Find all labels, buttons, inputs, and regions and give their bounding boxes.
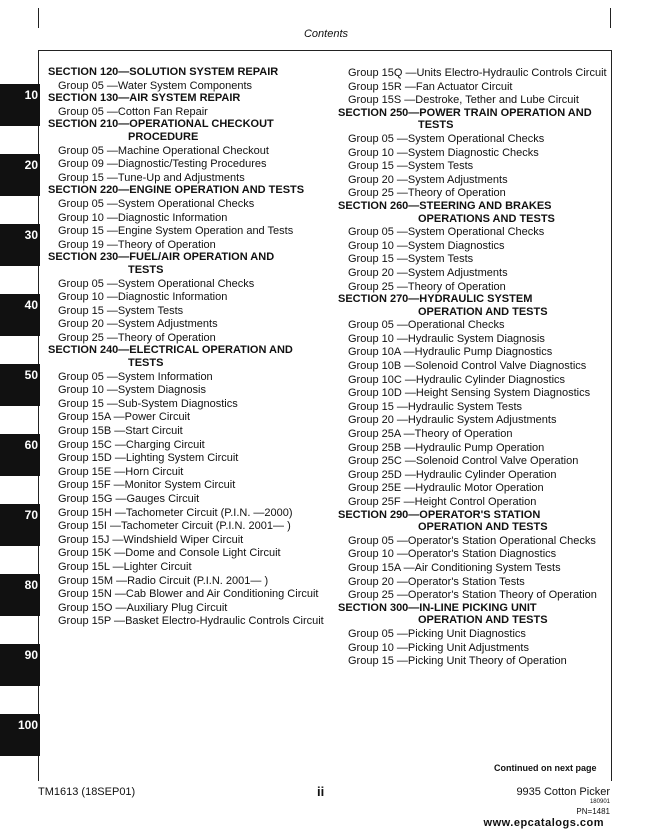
group-title: System Adjustments xyxy=(407,266,508,279)
group-title: Lighting System Circuit xyxy=(125,452,239,465)
toc-section xyxy=(48,92,328,118)
group-entry[interactable] xyxy=(48,158,328,171)
group-title: Operator's Station Operational Checks xyxy=(407,534,596,547)
group-entry[interactable] xyxy=(48,145,328,158)
group-entry[interactable] xyxy=(338,267,608,280)
section-title: SECTION 250—POWER TRAIN OPERATION AND xyxy=(338,106,592,119)
toc-section xyxy=(338,602,608,668)
group-title: System Operational Checks xyxy=(117,197,255,210)
top-rule-left xyxy=(38,8,39,28)
group-number: Group 15B — xyxy=(58,425,126,438)
group-entry[interactable] xyxy=(338,133,608,146)
group-entry[interactable] xyxy=(338,94,608,107)
group-title: Operator's Station Tests xyxy=(407,575,525,588)
group-number: Group 05 — xyxy=(58,144,118,157)
section-tab[interactable] xyxy=(0,364,40,406)
group-entry[interactable] xyxy=(48,493,328,506)
section-tab-label: 20 xyxy=(24,158,38,172)
group-title: System Tests xyxy=(407,160,474,173)
group-number: Group 15O — xyxy=(58,601,127,614)
group-entry[interactable] xyxy=(338,226,608,239)
section-heading[interactable] xyxy=(48,184,328,197)
group-number: Group 20 — xyxy=(348,266,408,279)
section-heading[interactable] xyxy=(48,344,328,369)
footer-date-code: 180901 xyxy=(589,799,610,805)
toc-section xyxy=(48,251,328,344)
group-entry[interactable] xyxy=(48,439,328,452)
group-entry[interactable] xyxy=(338,67,608,80)
group-entry[interactable] xyxy=(48,384,328,397)
group-entry[interactable] xyxy=(48,520,328,533)
section-tab[interactable] xyxy=(0,574,40,616)
group-number: Group 05 — xyxy=(348,226,408,239)
group-number: Group 10 — xyxy=(348,332,408,345)
toc-section xyxy=(48,66,328,92)
group-entry[interactable] xyxy=(48,588,328,601)
group-number: Group 15 — xyxy=(348,655,408,668)
group-title: Height Control Operation xyxy=(414,496,537,508)
group-entry[interactable] xyxy=(338,253,608,266)
group-number: Group 10B — xyxy=(348,360,416,373)
group-title: System Diagnosis xyxy=(117,384,206,397)
group-number: Group 05 — xyxy=(58,79,118,92)
group-title: Operator's Station Theory of Operation xyxy=(407,589,597,602)
group-number: Group 05 — xyxy=(348,534,408,547)
group-title: System Adjustments xyxy=(407,173,508,186)
section-subtitle: TESTS xyxy=(418,119,454,132)
section-title: SECTION 210—OPERATIONAL CHECKOUT xyxy=(48,118,274,131)
group-number: Group 15H — xyxy=(58,506,126,519)
group-title: Water System Components xyxy=(117,79,253,92)
section-subtitle: TESTS xyxy=(128,263,164,276)
group-number: Group 10 — xyxy=(348,548,408,561)
group-entry[interactable] xyxy=(338,346,608,359)
group-entry[interactable] xyxy=(338,589,608,602)
group-number: Group 15A — xyxy=(58,411,125,424)
group-number: Group 25C — xyxy=(348,455,416,468)
group-title: Cab Blower and Air Conditioning Circuit xyxy=(125,588,319,601)
group-number: Group 15 — xyxy=(348,160,408,173)
group-entry[interactable] xyxy=(338,174,608,187)
group-number: Group 10 — xyxy=(58,291,118,304)
group-title: Basket Electro-Hydraulic Controls Circuit xyxy=(125,615,324,628)
group-entry[interactable] xyxy=(338,360,608,373)
group-title: Radio Circuit (P.I.N. 2001— ) xyxy=(127,574,269,587)
group-number: Group 05 — xyxy=(58,197,118,210)
group-title: System Tests xyxy=(407,253,474,266)
group-entry[interactable] xyxy=(48,561,328,574)
group-entry[interactable] xyxy=(48,615,328,628)
group-entry[interactable] xyxy=(338,548,608,561)
section-title: SECTION 260—STEERING AND BRAKES xyxy=(338,199,552,212)
footer-pn-code: PN=1481 xyxy=(576,807,610,816)
group-entry[interactable] xyxy=(48,507,328,520)
page-header: Contents xyxy=(303,28,349,40)
group-entry[interactable] xyxy=(338,81,608,94)
group-entry[interactable] xyxy=(338,655,608,668)
group-number: Group 20 — xyxy=(348,575,408,588)
section-tab-label: 30 xyxy=(24,228,38,242)
group-title: Solenoid Control Valve Operation xyxy=(415,455,579,468)
group-number: Group 15 — xyxy=(348,253,408,266)
section-tab-label: 60 xyxy=(24,438,38,452)
section-tab-label: 50 xyxy=(24,368,38,382)
footer-manual-id: TM1613 (18SEP01) xyxy=(38,786,136,798)
group-entry[interactable] xyxy=(338,535,608,548)
group-number: Group 15E — xyxy=(58,465,126,478)
section-title: SECTION 300—IN-LINE PICKING UNIT xyxy=(338,601,537,614)
section-tab-label: 80 xyxy=(24,578,38,592)
section-title: SECTION 240—ELECTRICAL OPERATION AND xyxy=(48,344,293,357)
group-number: Group 15A — xyxy=(348,561,415,574)
section-title: SECTION 290—OPERATOR'S STATION xyxy=(338,508,541,521)
group-number: Group 05 — xyxy=(58,277,118,290)
group-title: Picking Unit Theory of Operation xyxy=(407,655,567,668)
group-number: Group 15K — xyxy=(58,547,126,560)
group-title: Machine Operational Checkout xyxy=(117,144,269,157)
group-entry[interactable] xyxy=(338,496,608,509)
group-title: Lighter Circuit xyxy=(123,560,192,573)
group-title: Auxiliary Plug Circuit xyxy=(126,601,228,614)
section-tab[interactable] xyxy=(0,84,40,126)
section-tab-label: 10 xyxy=(24,88,38,102)
toc-section xyxy=(48,344,328,627)
group-number: Group 10 — xyxy=(348,146,408,159)
group-number: Group 15 — xyxy=(58,171,118,184)
group-entry[interactable] xyxy=(48,278,328,291)
section-subtitle: OPERATIONS AND TESTS xyxy=(418,212,555,225)
group-entry[interactable] xyxy=(338,442,608,455)
group-entry[interactable] xyxy=(338,469,608,482)
section-tab[interactable] xyxy=(0,154,40,196)
group-title: System Operational Checks xyxy=(117,277,255,290)
watermark: www.epcatalogs.com xyxy=(483,817,604,829)
group-entry[interactable] xyxy=(338,374,608,387)
group-title: Diagnostic Information xyxy=(117,291,228,304)
group-title: Hydraulic Cylinder Operation xyxy=(415,468,557,481)
group-number: Group 15G — xyxy=(58,493,127,505)
group-number: Group 25 — xyxy=(58,331,118,344)
group-title: Height Sensing System Diagnostics xyxy=(415,387,591,400)
toc-section xyxy=(338,200,608,293)
top-rule-right xyxy=(610,8,611,28)
group-title: Operator's Station Diagnostics xyxy=(407,548,557,561)
group-number: Group 15N — xyxy=(58,588,126,601)
group-number: Group 15R — xyxy=(348,80,416,93)
group-entry[interactable] xyxy=(48,318,328,331)
group-number: Group 05 — xyxy=(348,319,408,332)
toc-section xyxy=(338,67,608,107)
group-entry[interactable] xyxy=(338,428,608,441)
group-entry[interactable] xyxy=(338,414,608,427)
group-number: Group 09 — xyxy=(58,158,118,171)
section-heading[interactable] xyxy=(48,66,328,79)
group-number: Group 15S — xyxy=(348,94,416,107)
group-entry[interactable] xyxy=(48,452,328,465)
section-tab[interactable] xyxy=(0,224,40,266)
section-subtitle: OPERATION AND TESTS xyxy=(418,521,548,534)
group-number: Group 25B — xyxy=(348,441,416,454)
group-title: Theory of Operation xyxy=(407,280,506,293)
section-tab[interactable] xyxy=(0,294,40,336)
section-tab-label: 70 xyxy=(24,508,38,522)
group-entry[interactable] xyxy=(48,479,328,492)
group-title: Diagnostic/Testing Procedures xyxy=(117,158,267,171)
group-entry[interactable] xyxy=(338,319,608,332)
group-number: Group 19 — xyxy=(58,238,118,251)
group-title: Engine System Operation and Tests xyxy=(117,225,294,238)
group-title: System Operational Checks xyxy=(407,226,545,239)
group-entry[interactable] xyxy=(338,642,608,655)
group-entry[interactable] xyxy=(338,576,608,589)
group-number: Group 25 — xyxy=(348,187,408,200)
group-entry[interactable] xyxy=(48,411,328,424)
left-column xyxy=(48,66,328,628)
group-entry[interactable] xyxy=(48,602,328,615)
group-title: Hydraulic System Diagnosis xyxy=(407,332,545,345)
group-number: Group 25F — xyxy=(348,496,415,508)
group-number: Group 15M — xyxy=(58,574,128,587)
group-title: Hydraulic System Adjustments xyxy=(407,414,557,427)
group-title: System Tests xyxy=(117,304,184,317)
toc-section xyxy=(48,118,328,184)
group-number: Group 25A — xyxy=(348,428,415,441)
group-entry[interactable] xyxy=(48,398,328,411)
group-entry[interactable] xyxy=(48,239,328,252)
section-tab[interactable] xyxy=(0,644,40,686)
section-heading[interactable] xyxy=(338,293,608,318)
group-entry[interactable] xyxy=(48,425,328,438)
group-title: Hydraulic Pump Diagnostics xyxy=(414,346,553,359)
group-title: Air Conditioning System Tests xyxy=(414,561,561,574)
group-title: Picking Unit Diagnostics xyxy=(407,627,526,640)
group-title: Hydraulic Motor Operation xyxy=(415,482,544,495)
group-entry[interactable] xyxy=(48,225,328,238)
group-number: Group 05 — xyxy=(58,105,118,118)
group-title: Tune-Up and Adjustments xyxy=(117,171,245,184)
group-entry[interactable] xyxy=(48,371,328,384)
group-entry[interactable] xyxy=(338,187,608,200)
group-number: Group 10C — xyxy=(348,373,416,386)
group-title: Picking Unit Adjustments xyxy=(407,641,529,654)
group-entry[interactable] xyxy=(338,240,608,253)
section-heading[interactable] xyxy=(338,509,608,534)
group-number: Group 15F — xyxy=(58,479,125,492)
group-entry[interactable] xyxy=(338,482,608,495)
group-title: Hydraulic System Tests xyxy=(407,400,523,413)
group-title: System Diagnostic Checks xyxy=(407,146,539,159)
continued-note: Continued on next page xyxy=(494,763,597,773)
group-number: Group 25 — xyxy=(348,589,408,602)
group-title: Hydraulic Pump Operation xyxy=(415,441,545,454)
section-heading[interactable] xyxy=(48,118,328,143)
group-number: Group 15Q — xyxy=(348,67,417,79)
right-column xyxy=(338,66,608,668)
group-title: Sub-System Diagnostics xyxy=(117,397,238,410)
section-heading[interactable] xyxy=(48,251,328,276)
toc-section xyxy=(338,509,608,602)
section-tab[interactable] xyxy=(0,504,40,546)
section-tab-label: 40 xyxy=(24,298,38,312)
group-title: Diagnostic Information xyxy=(117,211,228,224)
group-entry[interactable] xyxy=(48,198,328,211)
group-entry[interactable] xyxy=(48,80,328,93)
section-tab[interactable] xyxy=(0,434,40,476)
footer-model: 9935 Cotton Picker xyxy=(516,786,610,798)
group-entry[interactable] xyxy=(48,291,328,304)
group-title: Horn Circuit xyxy=(125,465,184,478)
group-title: System Diagnostics xyxy=(407,239,505,252)
section-heading[interactable] xyxy=(338,107,608,132)
group-number: Group 10 — xyxy=(348,239,408,252)
section-title: SECTION 220—ENGINE OPERATION AND TESTS xyxy=(48,184,305,197)
group-title: Gauges Circuit xyxy=(126,493,200,505)
group-entry[interactable] xyxy=(338,160,608,173)
group-number: Group 15P — xyxy=(58,615,126,628)
section-subtitle: OPERATION AND TESTS xyxy=(418,614,548,627)
toc-section xyxy=(338,107,608,200)
group-entry[interactable] xyxy=(48,305,328,318)
group-title: System Operational Checks xyxy=(407,132,545,145)
section-tab-label: 90 xyxy=(24,648,38,662)
section-tab[interactable] xyxy=(0,714,40,756)
section-tab-label: 100 xyxy=(17,718,38,732)
group-number: Group 15L — xyxy=(58,560,124,573)
group-title: Tachometer Circuit (P.I.N. —2000) xyxy=(125,506,293,519)
group-number: Group 15 — xyxy=(58,397,118,410)
group-number: Group 10 — xyxy=(348,641,408,654)
group-title: Solenoid Control Valve Diagnostics xyxy=(415,360,587,373)
group-number: Group 10 — xyxy=(58,211,118,224)
group-number: Group 25D — xyxy=(348,468,416,481)
group-number: Group 15 — xyxy=(58,225,118,238)
group-entry[interactable] xyxy=(338,281,608,294)
section-title: SECTION 270—HYDRAULIC SYSTEM xyxy=(338,293,533,306)
group-title: System Information xyxy=(117,370,213,383)
group-title: Hydraulic Cylinder Diagnostics xyxy=(415,373,566,386)
group-number: Group 15I — xyxy=(58,520,121,533)
section-subtitle: TESTS xyxy=(128,357,164,370)
group-number: Group 20 — xyxy=(348,173,408,186)
section-subtitle: OPERATION AND TESTS xyxy=(418,305,548,318)
footer-page-number: ii xyxy=(317,784,325,799)
group-title: System Adjustments xyxy=(117,318,218,331)
group-number: Group 25 — xyxy=(348,280,408,293)
group-entry[interactable] xyxy=(338,147,608,160)
section-heading[interactable] xyxy=(338,602,608,627)
group-number: Group 15D — xyxy=(58,452,126,465)
group-title: Operational Checks xyxy=(407,319,505,332)
section-heading[interactable] xyxy=(48,92,328,105)
group-title: Fan Actuator Circuit xyxy=(415,80,513,93)
group-title: Windshield Wiper Circuit xyxy=(123,533,244,546)
group-number: Group 05 — xyxy=(348,627,408,640)
group-entry[interactable] xyxy=(48,575,328,588)
section-title: SECTION 120—SOLUTION SYSTEM REPAIR xyxy=(48,66,279,78)
group-number: Group 25E — xyxy=(348,482,416,495)
section-heading[interactable] xyxy=(338,200,608,225)
group-number: Group 20 — xyxy=(348,414,408,427)
group-title: Theory of Operation xyxy=(117,238,216,251)
group-title: Destroke, Tether and Lube Circuit xyxy=(415,94,579,107)
group-title: Dome and Console Light Circuit xyxy=(125,547,281,560)
group-title: Cotton Fan Repair xyxy=(117,105,208,118)
group-title: Theory of Operation xyxy=(117,331,216,344)
toc-section xyxy=(48,184,328,251)
group-entry[interactable] xyxy=(338,401,608,414)
group-title: Theory of Operation xyxy=(407,187,506,200)
group-entry[interactable] xyxy=(48,332,328,345)
group-number: Group 20 — xyxy=(58,318,118,331)
group-number: Group 10A — xyxy=(348,346,415,359)
group-number: Group 05 — xyxy=(348,132,408,145)
group-title: Power Circuit xyxy=(124,411,191,424)
group-entry[interactable] xyxy=(48,466,328,479)
group-entry[interactable] xyxy=(338,333,608,346)
group-title: Start Circuit xyxy=(125,425,183,438)
group-number: Group 15 — xyxy=(348,400,408,413)
group-entry[interactable] xyxy=(48,106,328,119)
group-number: Group 10 — xyxy=(58,384,118,397)
group-entry[interactable] xyxy=(338,628,608,641)
group-title: Theory of Operation xyxy=(414,428,513,441)
group-title: Tachometer Circuit (P.I.N. 2001— ) xyxy=(120,520,291,533)
group-entry[interactable] xyxy=(48,212,328,225)
section-subtitle: PROCEDURE xyxy=(128,130,199,143)
group-entry[interactable] xyxy=(48,547,328,560)
section-title: SECTION 230—FUEL/AIR OPERATION AND xyxy=(48,251,275,264)
toc-section xyxy=(338,293,608,509)
group-title: Monitor System Circuit xyxy=(124,479,236,492)
group-title: Units Electro-Hydraulic Controls Circuit xyxy=(416,67,607,79)
group-entry[interactable] xyxy=(48,534,328,547)
group-number: Group 15J — xyxy=(58,533,124,546)
group-entry[interactable] xyxy=(338,455,608,468)
group-entry[interactable] xyxy=(338,387,608,400)
section-title: SECTION 130—AIR SYSTEM REPAIR xyxy=(48,92,241,105)
group-title: Charging Circuit xyxy=(125,438,205,451)
group-number: Group 15 — xyxy=(58,304,118,317)
group-entry[interactable] xyxy=(338,562,608,575)
group-number: Group 10D — xyxy=(348,387,416,400)
group-number: Group 15C — xyxy=(58,438,126,451)
group-number: Group 05 — xyxy=(58,370,118,383)
group-entry[interactable] xyxy=(48,172,328,185)
